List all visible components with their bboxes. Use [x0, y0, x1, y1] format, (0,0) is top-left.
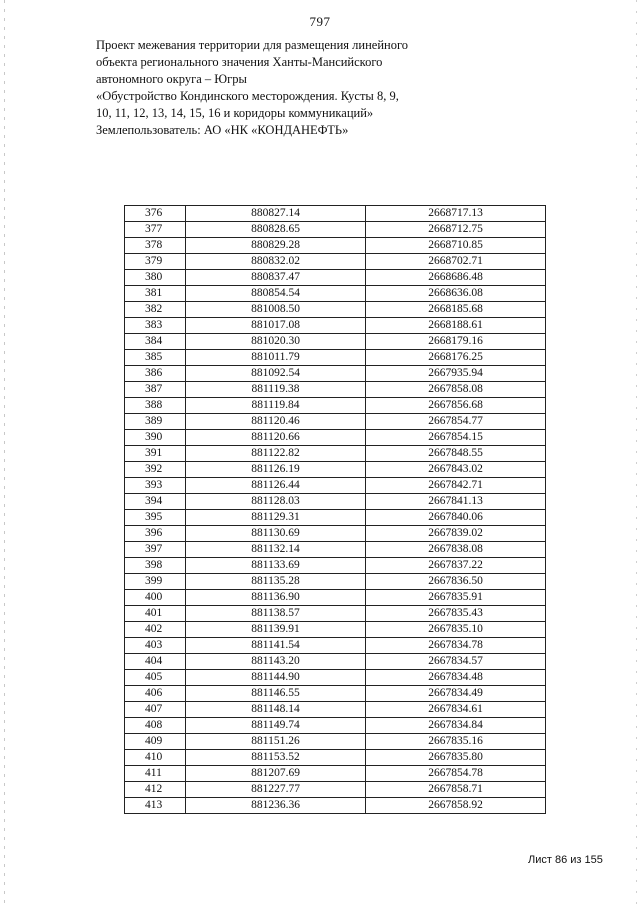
table-row [125, 622, 546, 638]
table-row [125, 750, 546, 766]
y-coordinate-cell: 2667836.50 [366, 574, 546, 590]
point-number-cell: 407 [125, 702, 186, 718]
coordinates-table [124, 205, 546, 814]
table-row [125, 606, 546, 622]
table-row [125, 222, 546, 238]
y-coordinate-cell: 2667837.22 [366, 558, 546, 574]
x-coordinate-cell: 881151.26 [186, 734, 366, 750]
point-number-cell: 383 [125, 318, 186, 334]
header-line: объекта регионального значения Ханты-Мансийского [96, 55, 383, 69]
point-number-cell: 384 [125, 334, 186, 350]
point-number-cell: 398 [125, 558, 186, 574]
table-row [125, 542, 546, 558]
table-row [125, 382, 546, 398]
y-coordinate-cell: 2667848.55 [366, 446, 546, 462]
table-row [125, 558, 546, 574]
y-coordinate-cell: 2667835.80 [366, 750, 546, 766]
point-number-cell: 388 [125, 398, 186, 414]
y-coordinate-cell: 2668185.68 [366, 302, 546, 318]
y-coordinate-cell: 2667835.91 [366, 590, 546, 606]
table-row [125, 654, 546, 670]
table-row [125, 686, 546, 702]
coordinates-table-body [125, 206, 546, 814]
x-coordinate-cell: 881136.90 [186, 590, 366, 606]
point-number-cell: 410 [125, 750, 186, 766]
scan-edge-left [4, 0, 5, 905]
point-number-cell: 380 [125, 270, 186, 286]
point-number-cell: 395 [125, 510, 186, 526]
y-coordinate-cell: 2668717.13 [366, 206, 546, 222]
x-coordinate-cell: 881149.74 [186, 718, 366, 734]
x-coordinate-cell: 880827.14 [186, 206, 366, 222]
table-row [125, 734, 546, 750]
x-coordinate-cell: 881227.77 [186, 782, 366, 798]
y-coordinate-cell: 2667834.84 [366, 718, 546, 734]
x-coordinate-cell: 881128.03 [186, 494, 366, 510]
y-coordinate-cell: 2667854.15 [366, 430, 546, 446]
x-coordinate-cell: 881129.31 [186, 510, 366, 526]
table-row [125, 318, 546, 334]
x-coordinate-cell: 881020.30 [186, 334, 366, 350]
table-row [125, 270, 546, 286]
point-number-cell: 390 [125, 430, 186, 446]
page-number: 797 [309, 14, 331, 29]
y-coordinate-cell: 2667854.78 [366, 766, 546, 782]
table-row [125, 302, 546, 318]
header-line: 10, 11, 12, 13, 14, 15, 16 и коридоры коммуникаций» [96, 106, 374, 120]
table-row [125, 286, 546, 302]
y-coordinate-cell: 2667856.68 [366, 398, 546, 414]
y-coordinate-cell: 2667843.02 [366, 462, 546, 478]
table-row [125, 478, 546, 494]
y-coordinate-cell: 2667858.71 [366, 782, 546, 798]
x-coordinate-cell: 881207.69 [186, 766, 366, 782]
y-coordinate-cell: 2667840.06 [366, 510, 546, 526]
point-number-cell: 404 [125, 654, 186, 670]
table-row [125, 702, 546, 718]
point-number-cell: 376 [125, 206, 186, 222]
x-coordinate-cell: 881135.28 [186, 574, 366, 590]
table-row [125, 718, 546, 734]
y-coordinate-cell: 2667834.57 [366, 654, 546, 670]
point-number-cell: 409 [125, 734, 186, 750]
y-coordinate-cell: 2667835.16 [366, 734, 546, 750]
x-coordinate-cell: 881138.57 [186, 606, 366, 622]
point-number-cell: 385 [125, 350, 186, 366]
x-coordinate-cell: 881120.46 [186, 414, 366, 430]
point-number-cell: 402 [125, 622, 186, 638]
y-coordinate-cell: 2667834.78 [366, 638, 546, 654]
x-coordinate-cell: 881126.44 [186, 478, 366, 494]
table-row [125, 590, 546, 606]
x-coordinate-cell: 881139.91 [186, 622, 366, 638]
point-number-cell: 408 [125, 718, 186, 734]
x-coordinate-cell: 881132.14 [186, 542, 366, 558]
y-coordinate-cell: 2667834.48 [366, 670, 546, 686]
y-coordinate-cell: 2667854.77 [366, 414, 546, 430]
point-number-cell: 400 [125, 590, 186, 606]
header-line: автономного округа – Югры [96, 72, 247, 86]
x-coordinate-cell: 881011.79 [186, 350, 366, 366]
y-coordinate-cell: 2667842.71 [366, 478, 546, 494]
x-coordinate-cell: 881130.69 [186, 526, 366, 542]
x-coordinate-cell: 881143.20 [186, 654, 366, 670]
point-number-cell: 381 [125, 286, 186, 302]
point-number-cell: 403 [125, 638, 186, 654]
y-coordinate-cell: 2667858.08 [366, 382, 546, 398]
table-row [125, 510, 546, 526]
point-number-cell: 393 [125, 478, 186, 494]
x-coordinate-cell: 881153.52 [186, 750, 366, 766]
point-number-cell: 392 [125, 462, 186, 478]
x-coordinate-cell: 881146.55 [186, 686, 366, 702]
table-row [125, 462, 546, 478]
y-coordinate-cell: 2668710.85 [366, 238, 546, 254]
table-row [125, 526, 546, 542]
point-number-cell: 378 [125, 238, 186, 254]
y-coordinate-cell: 2668188.61 [366, 318, 546, 334]
point-number-cell: 406 [125, 686, 186, 702]
table-row [125, 254, 546, 270]
point-number-cell: 396 [125, 526, 186, 542]
y-coordinate-cell: 2667841.13 [366, 494, 546, 510]
table-row [125, 334, 546, 350]
x-coordinate-cell: 881133.69 [186, 558, 366, 574]
table-row [125, 782, 546, 798]
y-coordinate-cell: 2667838.08 [366, 542, 546, 558]
document-header [96, 37, 436, 139]
y-coordinate-cell: 2668636.08 [366, 286, 546, 302]
table-row [125, 430, 546, 446]
scan-edge-right [636, 0, 637, 905]
x-coordinate-cell: 881008.50 [186, 302, 366, 318]
header-line: Проект межевания территории для размещения линейного [96, 38, 409, 52]
point-number-cell: 397 [125, 542, 186, 558]
y-coordinate-cell: 2668176.25 [366, 350, 546, 366]
x-coordinate-cell: 880837.47 [186, 270, 366, 286]
point-number-cell: 401 [125, 606, 186, 622]
point-number-cell: 391 [125, 446, 186, 462]
x-coordinate-cell: 880854.54 [186, 286, 366, 302]
x-coordinate-cell: 881148.14 [186, 702, 366, 718]
x-coordinate-cell: 881017.08 [186, 318, 366, 334]
y-coordinate-cell: 2667835.43 [366, 606, 546, 622]
table-row [125, 798, 546, 814]
x-coordinate-cell: 880829.28 [186, 238, 366, 254]
table-row [125, 574, 546, 590]
x-coordinate-cell: 881126.19 [186, 462, 366, 478]
x-coordinate-cell: 881092.54 [186, 366, 366, 382]
table-row [125, 766, 546, 782]
table-row [125, 238, 546, 254]
table-row [125, 206, 546, 222]
x-coordinate-cell: 881120.66 [186, 430, 366, 446]
table-row [125, 446, 546, 462]
x-coordinate-cell: 880832.02 [186, 254, 366, 270]
table-row [125, 350, 546, 366]
y-coordinate-cell: 2668686.48 [366, 270, 546, 286]
point-number-cell: 411 [125, 766, 186, 782]
table-row [125, 494, 546, 510]
point-number-cell: 405 [125, 670, 186, 686]
point-number-cell: 413 [125, 798, 186, 814]
x-coordinate-cell: 881119.84 [186, 398, 366, 414]
x-coordinate-cell: 881144.90 [186, 670, 366, 686]
x-coordinate-cell: 880828.65 [186, 222, 366, 238]
point-number-cell: 377 [125, 222, 186, 238]
point-number-cell: 382 [125, 302, 186, 318]
y-coordinate-cell: 2668712.75 [366, 222, 546, 238]
x-coordinate-cell: 881141.54 [186, 638, 366, 654]
y-coordinate-cell: 2667839.02 [366, 526, 546, 542]
x-coordinate-cell: 881119.38 [186, 382, 366, 398]
sheet-counter: Лист 86 из 155 [528, 854, 603, 866]
header-line: «Обустройство Кондинского месторождения. Кусты 8, 9, [96, 89, 399, 103]
point-number-cell: 387 [125, 382, 186, 398]
table-row [125, 366, 546, 382]
point-number-cell: 394 [125, 494, 186, 510]
point-number-cell: 412 [125, 782, 186, 798]
point-number-cell: 386 [125, 366, 186, 382]
y-coordinate-cell: 2667858.92 [366, 798, 546, 814]
table-row [125, 638, 546, 654]
x-coordinate-cell: 881122.82 [186, 446, 366, 462]
point-number-cell: 379 [125, 254, 186, 270]
y-coordinate-cell: 2668179.16 [366, 334, 546, 350]
header-line: Землепользователь: АО «НК «КОНДАНЕФТЬ» [96, 123, 349, 137]
point-number-cell: 399 [125, 574, 186, 590]
y-coordinate-cell: 2667935.94 [366, 366, 546, 382]
y-coordinate-cell: 2668702.71 [366, 254, 546, 270]
x-coordinate-cell: 881236.36 [186, 798, 366, 814]
y-coordinate-cell: 2667835.10 [366, 622, 546, 638]
table-row [125, 670, 546, 686]
y-coordinate-cell: 2667834.61 [366, 702, 546, 718]
table-row [125, 414, 546, 430]
y-coordinate-cell: 2667834.49 [366, 686, 546, 702]
table-row [125, 398, 546, 414]
point-number-cell: 389 [125, 414, 186, 430]
